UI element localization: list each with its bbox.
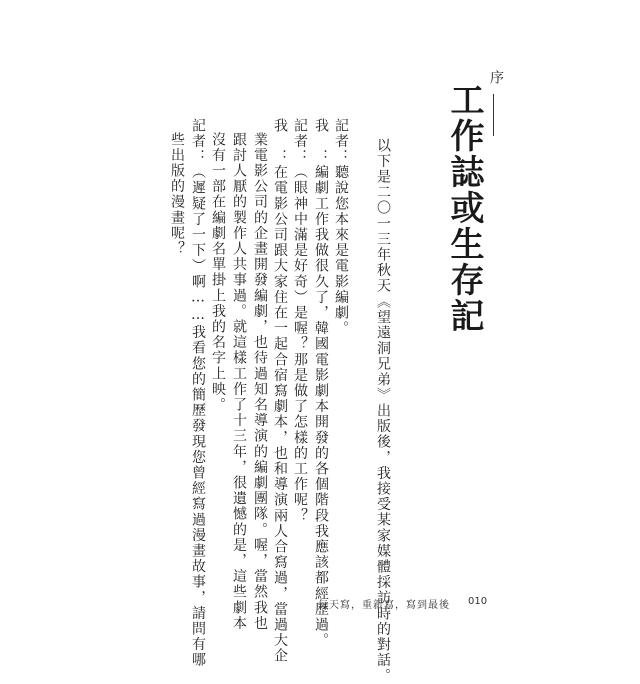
dialogue-line: 我 ：在電影公司跟大家住在一起合宿寫劇本，也和導演兩人合寫過，當過大企 [272,118,288,664]
running-head: 每天寫，重新寫，寫到最後 [318,600,450,611]
dialogue-line: 記者：（眼神中滿是好奇）是喔？那是做了怎樣的工作呢？ [292,118,308,524]
chapter-title: 工作誌或生存記 [444,82,484,334]
dialogue-line: 沒有一部在編劇名單掛上我的名字上映。 [210,132,226,413]
dialogue-line: 我 ：編劇工作我做很久了，韓國電影劇本開發的各個階段我應該都經歷過。 [313,118,329,649]
section-rule [493,94,494,136]
dialogue-line: 些出版的漫畫呢？ [169,132,185,257]
dialogue-line: 業電影公司的企畫開發編劇，也待過知名導演的編劇團隊。喔，當然我也 [252,132,268,632]
page-number: 010 [468,596,488,607]
intro-paragraph: 以下是二〇一三年秋天《望遠洞兄弟》出版後，我接受某家媒體採訪時的對話。 [375,138,391,684]
dialogue-line: 跟討人厭的製作人共事過。就這樣工作了十三年，很遺憾的是，這些劇本 [231,132,247,632]
section-label: 序 [488,70,504,84]
dialogue-line: 記者：聽說您本來是電影編劇。 [333,118,349,337]
dialogue-line: 記者：（遲疑了一下）啊……我看您的簡歷發現您曾經寫過漫畫故事，請問有哪 [190,118,206,668]
